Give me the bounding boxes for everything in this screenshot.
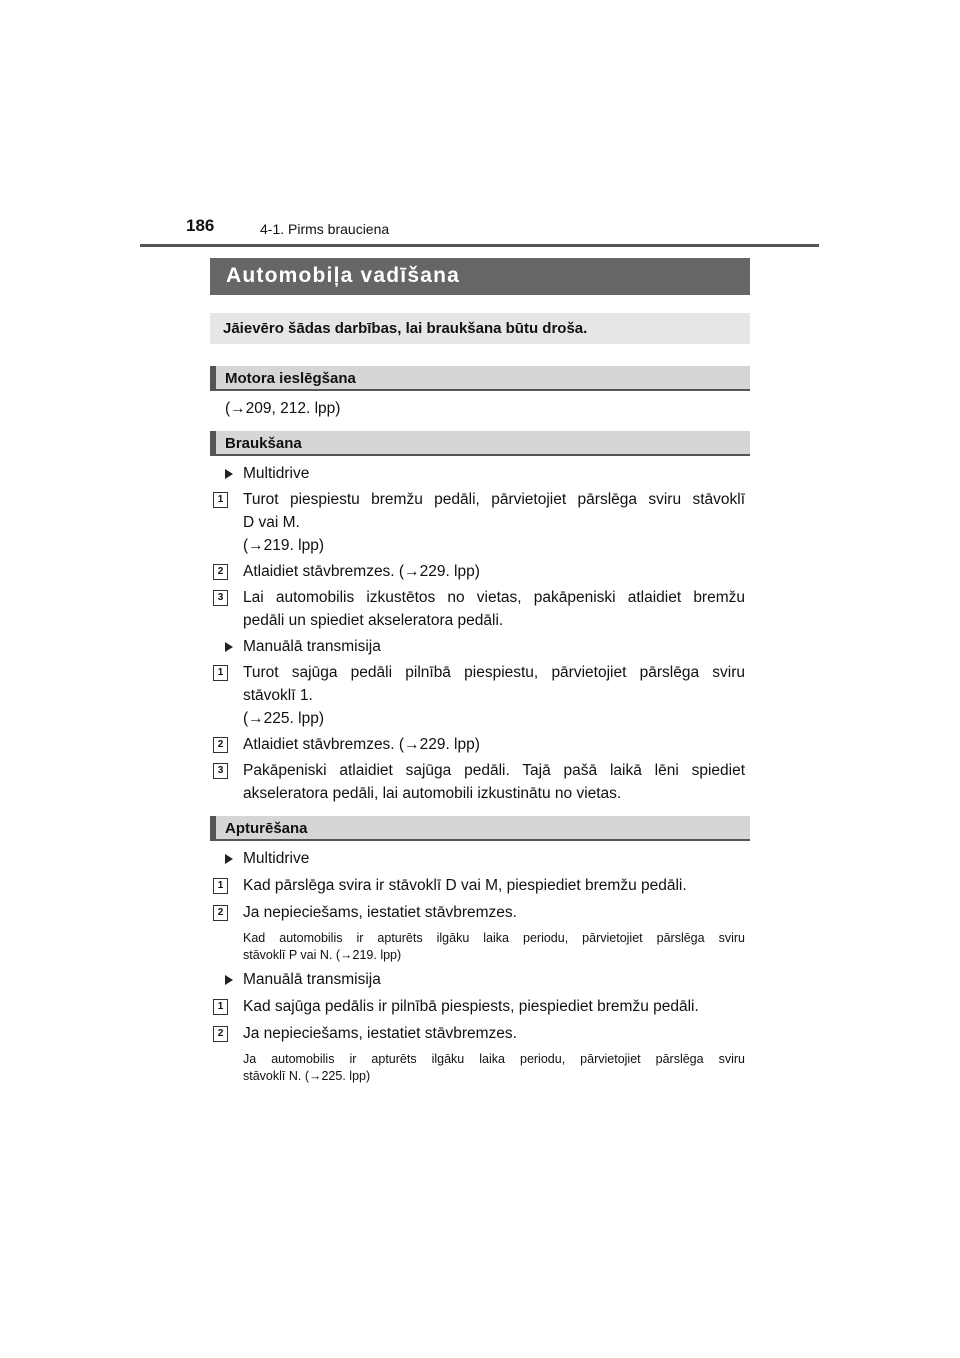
heading-driving-label: Braukšana [225, 435, 302, 452]
step-number-badge: 1 [213, 665, 228, 681]
stopping-md-step1: Kad pārslēga svira ir stāvoklī D vai M, piespiediet bremžu pedāli. [243, 877, 687, 894]
driving-mt-step1-line1: Turot sajūga pedāli pilnībā piespiestu, pārvietojiet pārslēga sviru [243, 664, 745, 681]
step-number-badge: 2 [213, 1026, 228, 1042]
stopping-md-note-line1: Kad automobilis ir apturēts ilgāku laika periodu, pārvietojiet pārslēga sviru [243, 931, 745, 945]
stopping-mt-note-line2: stāvoklī N. (→225. lpp) [243, 1069, 371, 1083]
triangle-bullet-icon [225, 975, 233, 985]
heading-engine-start [210, 366, 750, 391]
triangle-bullet-icon [225, 642, 233, 652]
triangle-bullet-icon [225, 854, 233, 864]
driving-mt-step1-line2: stāvoklī 1. [243, 687, 313, 704]
heading-driving [210, 431, 750, 456]
heading-stopping [210, 816, 750, 841]
driving-mt-step3-line1: Pakāpeniski atlaidiet sajūga pedāli. Tajā pašā laikā lēni spiediet [243, 762, 745, 779]
driving-md-step2: Atlaidiet stāvbremzes. (→229. lpp) [243, 563, 480, 580]
driving-mt-step1-line3: (→225. lpp) [243, 710, 324, 727]
driving-manual-label: Manuālā transmisija [243, 638, 381, 655]
driving-md-step3-line1: Lai automobilis izkustētos no vietas, pakāpeniski atlaidiet bremžu [243, 589, 745, 606]
step-number-badge: 1 [213, 999, 228, 1015]
step-number-badge: 3 [213, 590, 228, 606]
stopping-md-note-line2: stāvoklī P vai N. (→219. lpp) [243, 948, 402, 962]
stopping-mt-step2: Ja nepieciešams, iestatiet stāvbremzes. [243, 1025, 517, 1042]
section-label: 4-1. Pirms brauciena [260, 221, 390, 237]
step-number-badge: 2 [213, 737, 228, 753]
page-title-bar [210, 258, 750, 295]
driving-mt-step3-line2: akseleratora pedāli, lai automobili izkustinātu no vietas. [243, 785, 622, 802]
triangle-bullet-icon [225, 469, 233, 479]
step-number-badge: 1 [213, 878, 228, 894]
driving-md-step3-line2: pedāli un spiediet akseleratora pedāli. [243, 612, 504, 629]
heading-stopping-label: Apturēšana [225, 820, 308, 837]
page-number: 186 [186, 216, 215, 235]
stopping-manual-label: Manuālā transmisija [243, 971, 381, 988]
stopping-mt-note-line1: Ja automobilis ir apturēts ilgāku laika periodu, pārvietojiet pārslēga sviru [243, 1052, 745, 1066]
driving-md-step1-line3: (→219. lpp) [243, 537, 324, 554]
engine-start-ref: (→209, 212. lpp) [225, 400, 341, 417]
intro-box [210, 313, 750, 344]
driving-multidrive-label: Multidrive [243, 465, 310, 482]
step-number-badge: 2 [213, 564, 228, 580]
header-divider [140, 244, 819, 247]
stopping-mt-step1: Kad sajūga pedālis ir pilnībā piespiests, piespiediet bremžu pedāli. [243, 998, 699, 1015]
heading-engine-start-label: Motora ieslēgšana [225, 370, 356, 387]
intro-text: Jāievēro šādas darbības, lai braukšana būtu droša. [223, 320, 588, 337]
page-header [0, 0, 960, 250]
stopping-multidrive-label: Multidrive [243, 850, 310, 867]
page-title: Automobiļa vadīšana [226, 264, 461, 287]
step-number-badge: 1 [213, 492, 228, 508]
step-number-badge: 3 [213, 763, 228, 779]
step-number-badge: 2 [213, 905, 228, 921]
driving-md-step1-line1: Turot piespiestu bremžu pedāli, pārvietojiet pārslēga sviru stāvoklī [243, 491, 745, 508]
stopping-md-step2: Ja nepieciešams, iestatiet stāvbremzes. [243, 904, 517, 921]
driving-md-step1-line2: D vai M. [243, 514, 300, 531]
driving-mt-step2: Atlaidiet stāvbremzes. (→229. lpp) [243, 736, 480, 753]
